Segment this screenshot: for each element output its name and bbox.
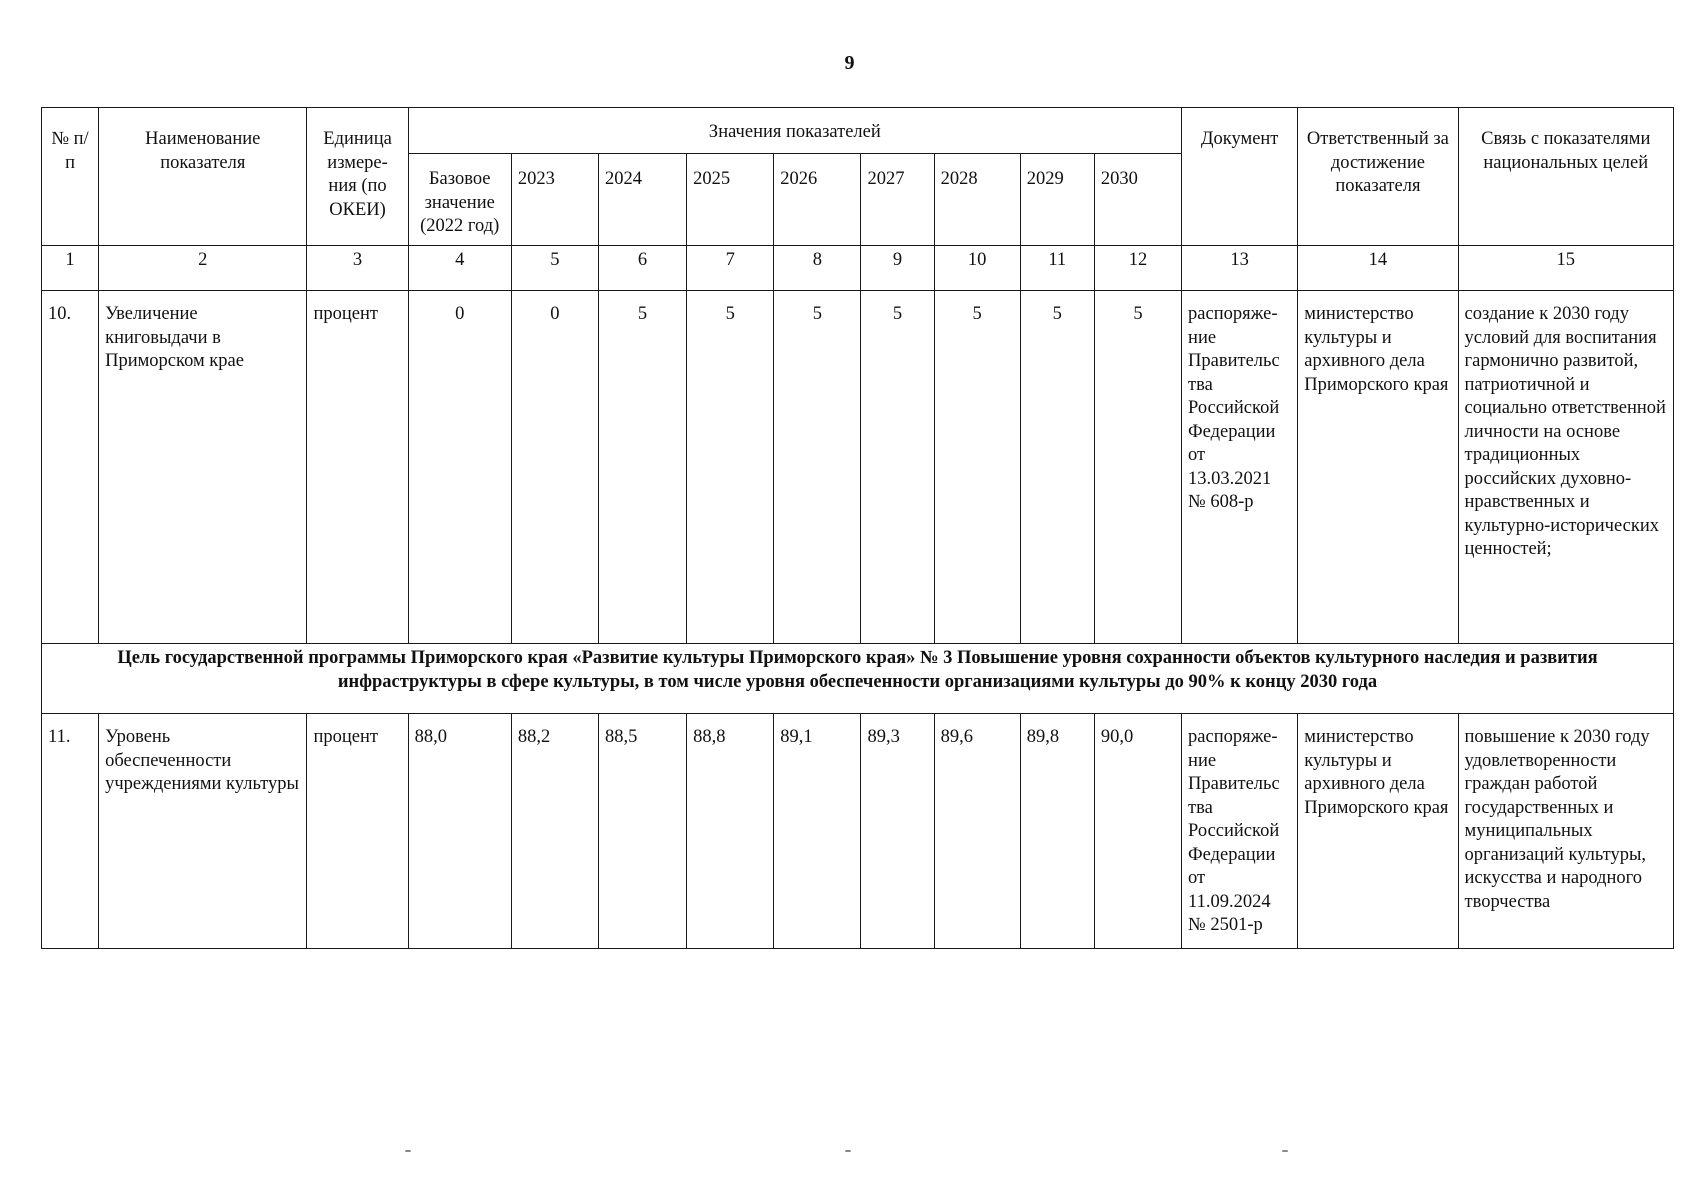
year-value: 5 — [1020, 291, 1094, 644]
column-number: 2 — [99, 246, 307, 291]
header-year: 2030 — [1094, 154, 1181, 246]
header-year: 2023 — [511, 154, 598, 246]
table-row — [42, 714, 1674, 949]
column-number: 13 — [1182, 246, 1298, 291]
column-number: 1 — [42, 246, 99, 291]
column-number: 3 — [307, 246, 408, 291]
year-value: 88,2 — [511, 714, 598, 949]
indicator-name: Уровень обеспеченности учреждениями культуры — [99, 714, 307, 949]
document: распоряже-ние Правительс тва Российской Федерации от 13.03.2021 № 608-р — [1182, 291, 1298, 644]
scan-mark — [1282, 1150, 1288, 1152]
column-number: 6 — [598, 246, 686, 291]
goal-row — [42, 644, 1674, 714]
year-value: 89,1 — [774, 714, 861, 949]
header-num: № п/п — [42, 108, 99, 246]
header-national-goals-link: Связь с показателями национальных целей — [1458, 108, 1673, 246]
responsible: министерство культуры и архивного дела Приморского края — [1298, 291, 1458, 644]
year-value: 5 — [861, 291, 934, 644]
base-value: 88,0 — [408, 714, 511, 949]
scan-mark — [845, 1150, 851, 1152]
year-value: 89,8 — [1020, 714, 1094, 949]
header-year: 2024 — [598, 154, 686, 246]
column-number: 9 — [861, 246, 934, 291]
page-number: 9 — [844, 52, 855, 74]
base-value: 0 — [408, 291, 511, 644]
header-year: 2026 — [774, 154, 861, 246]
header-year: 2027 — [861, 154, 934, 246]
year-value: 0 — [511, 291, 598, 644]
column-number: 7 — [687, 246, 774, 291]
column-number: 12 — [1094, 246, 1181, 291]
year-value: 88,8 — [687, 714, 774, 949]
indicator-name: Увеличение книговыдачи в Приморском крае — [99, 291, 307, 644]
table-row — [42, 291, 1674, 644]
row-num: 10. — [42, 291, 99, 644]
column-numbers-row — [42, 246, 1674, 291]
year-value: 5 — [774, 291, 861, 644]
year-value: 90,0 — [1094, 714, 1181, 949]
responsible: министерство культуры и архивного дела Приморского края — [1298, 714, 1458, 949]
national-goals-link: повышение к 2030 году удовлетворенности граждан работой государственных и муниципальных организаций культуры, искусства и народного творчества — [1458, 714, 1673, 949]
national-goals-link: создание к 2030 году условий для воспитания гармонично развитой, патриотичной и социально ответственной личности на основе традиционных российских духовно-нравственных и культурно-исторических ценностей; — [1458, 291, 1673, 644]
header-indicator-name: Наименование показателя — [99, 108, 307, 246]
row-num: 11. — [42, 714, 99, 949]
header-year: 2025 — [687, 154, 774, 246]
column-number: 14 — [1298, 246, 1458, 291]
program-goal: Цель государственной программы Приморского края «Развитие культуры Приморского края» № 3 Повышение уровня сохранности объектов культурного наследия и развития инфраструктуры в сфере культуры, в том числе уровня обеспеченности организациями культуры до 90% к концу 2030 года — [42, 644, 1674, 714]
column-number: 15 — [1458, 246, 1673, 291]
year-value: 5 — [687, 291, 774, 644]
header-unit: Единица измере-ния (по ОКЕИ) — [307, 108, 408, 246]
year-value: 88,5 — [598, 714, 686, 949]
column-number: 8 — [774, 246, 861, 291]
column-number: 5 — [511, 246, 598, 291]
indicators-table — [41, 107, 1674, 949]
document: распоряже-ние Правительс тва Российской Федерации от 11.09.2024 № 2501-р — [1182, 714, 1298, 949]
year-value: 5 — [934, 291, 1020, 644]
column-number: 11 — [1020, 246, 1094, 291]
year-value: 5 — [1094, 291, 1181, 644]
column-number: 10 — [934, 246, 1020, 291]
header-document: Документ — [1182, 108, 1298, 246]
header-year: 2028 — [934, 154, 1020, 246]
unit: процент — [307, 714, 408, 949]
header-responsible: Ответственный за достижение показателя — [1298, 108, 1458, 246]
column-number: 4 — [408, 246, 511, 291]
unit: процент — [307, 291, 408, 644]
header-row-top — [42, 108, 1674, 154]
year-value: 89,6 — [934, 714, 1020, 949]
header-base-value: Базовое значение (2022 год) — [408, 154, 511, 246]
year-value: 5 — [598, 291, 686, 644]
header-year: 2029 — [1020, 154, 1094, 246]
year-value: 89,3 — [861, 714, 934, 949]
header-values-group: Значения показателей — [408, 108, 1181, 154]
scan-mark — [405, 1150, 411, 1152]
